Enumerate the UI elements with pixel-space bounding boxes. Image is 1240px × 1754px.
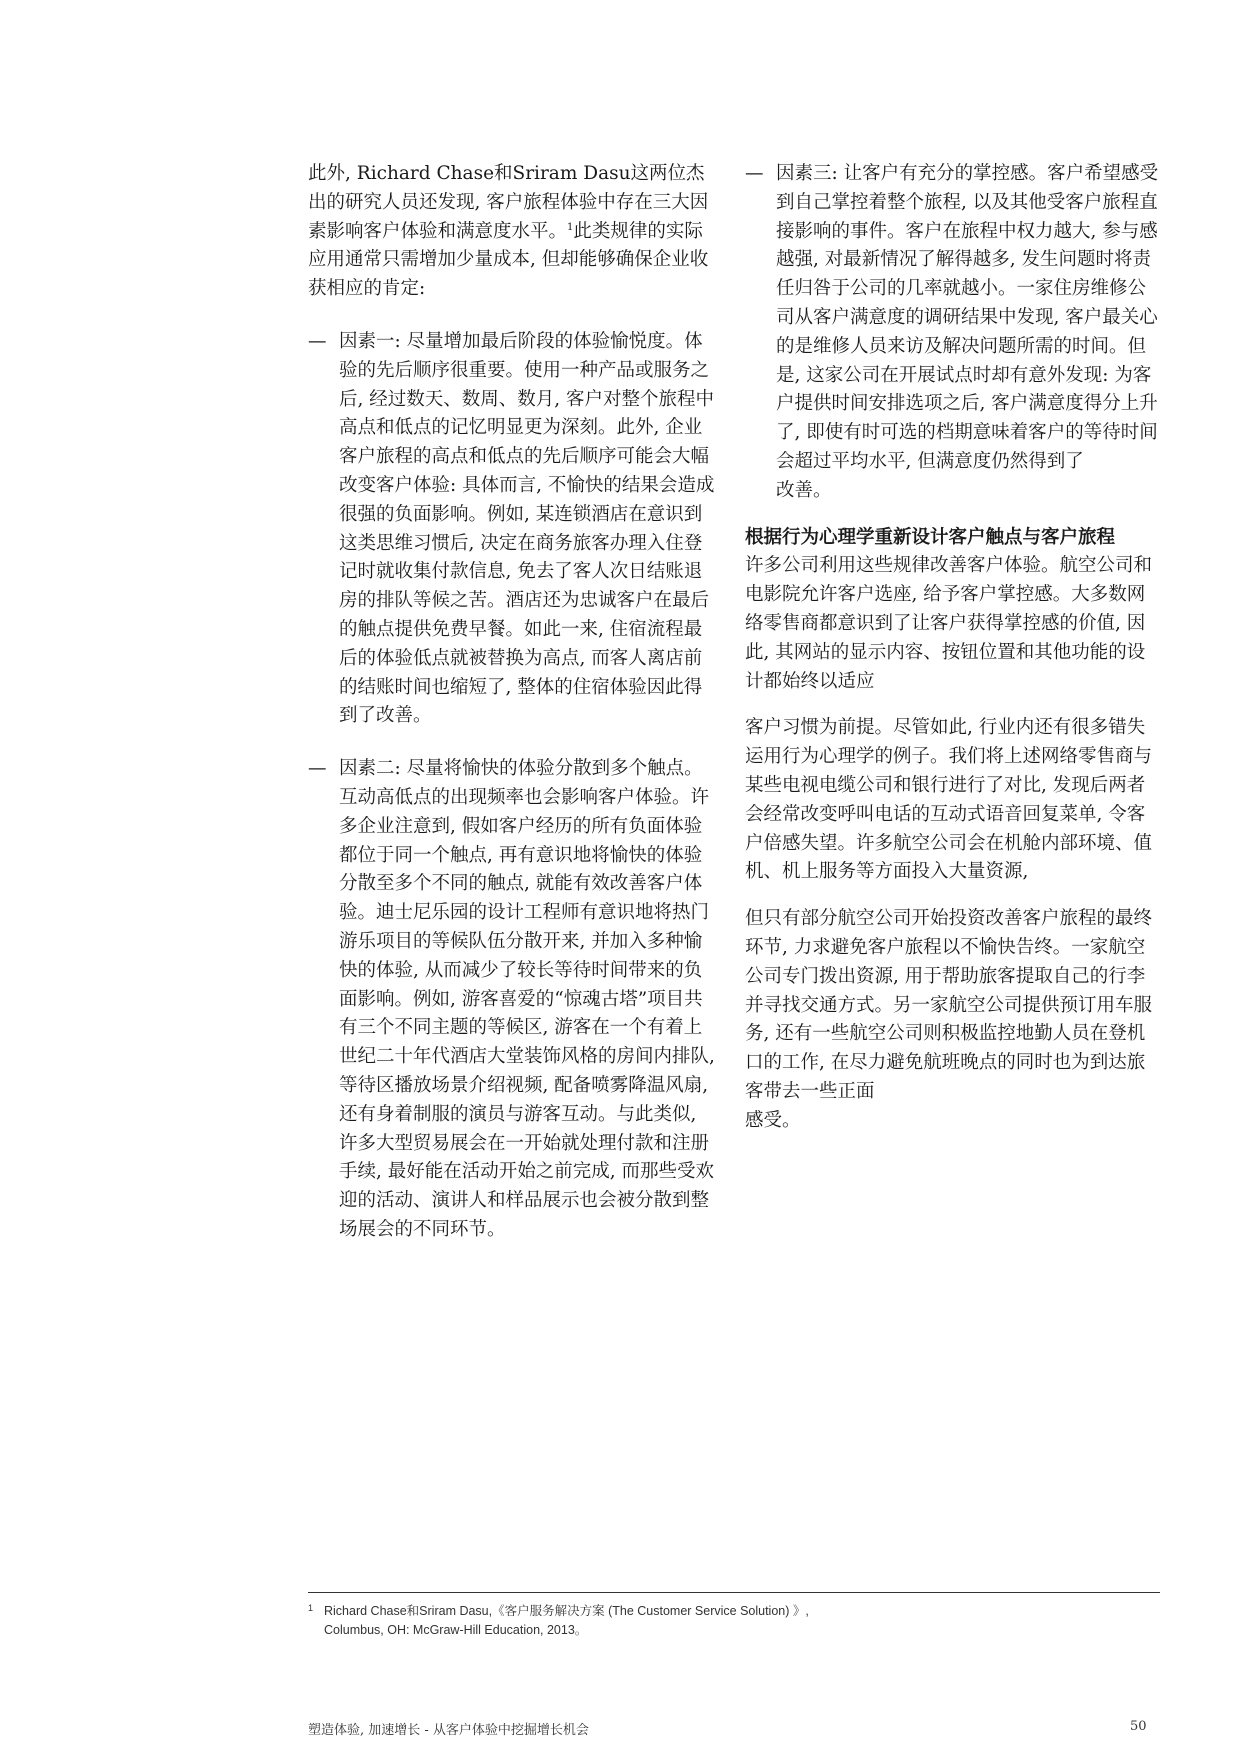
- factor-one-text: 因素一: 尽量增加最后阶段的体验愉悦度。体验的先后顺序很重要。使用一种产品或服务之后, 经过数天、数周、数月, 客户对整个旅程中高点和低点的记忆明显更为深刻。此外, 企业客户旅程的高点和低点的先后顺序可能会大幅改变客户体验: 具体而言, 不愉快的结果会造成很强的负面影响。例如, 某连锁酒店在意识到这类思维习惯后, 决定在商务旅客办理入住登记时就收集付款信息, 免去了客人次日结账退房的排队等候之苦。酒店还为忠诚客户在最后的触点提供免费早餐。如此一来, 住宿流程最后的体验低点就被替换为高点, 而客人离店前的结账时间也缩短了, 整体的住宿体验因此得到了改善。: [339, 330, 715, 727]
- footnote-line-1: Richard Chase和Sriram Dasu,《客户服务解决方案 (The Customer Service Solution) 》,: [324, 1604, 809, 1618]
- paragraph-three: [745, 905, 1160, 1135]
- page-number: 50: [1130, 1719, 1147, 1734]
- paragraph-two: 客户习惯为前提。尽管如此, 行业内还有很多错失运用行为心理学的例子。我们将上述网络零售商与某些电视电缆公司和银行进行了对比, 发现后两者会经常改变呼叫电话的互动式语音回复菜单, 令客户倍感失望。许多航空公司会在机舱内部环境、值机、机上服务等方面投入大量资源,: [745, 717, 1153, 883]
- paragraph-three-text-end: 感受。: [745, 1109, 801, 1131]
- paragraph-one: 许多公司利用这些规律改善客户体验。航空公司和电影院允许客户选座, 给予客户掌控感。大多数网络零售商都意识到了让客户获得掌控感的价值, 因此, 其网站的显示内容、按钮位置和其他功能的设计都始终以适应: [745, 555, 1153, 692]
- factor-two-item: [308, 755, 720, 1245]
- intro-text-continued: 此类规律的实际应用通常只需增加少量成本, 但却能够确保企业收获相应的肯定:: [308, 220, 709, 300]
- right-column: [745, 160, 1160, 1136]
- factor-three-item: [745, 160, 1160, 506]
- footer-title: 塑造体验, 加速增长 - 从客户体验中挖掘增长机会: [308, 1723, 589, 1738]
- dash-marker: —: [745, 163, 764, 184]
- paragraph-three-text: 但只有部分航空公司开始投资改善客户旅程的最终环节, 力求避免客户旅程以不愉快告终。一家航空公司专门拨出资源, 用于帮助旅客提取自己的行李并寻找交通方式。另一家航空公司提供预订用车服务, 还有一些航空公司则积极监控地勤人员在登机口的工作, 在尽力避免航班晚点的同时也为到达旅客带去一些正面: [745, 908, 1153, 1102]
- dash-marker: —: [308, 758, 327, 780]
- left-column: [308, 160, 720, 1245]
- factor-two-text: 因素二: 尽量将愉快的体验分散到多个触点。 互动高低点的出现频率也会影响客户体验。许多企业注意到, 假如客户经历的所有负面体验都位于同一个触点, 再有意识地将愉快的体验分散至多个不同的触点, 就能有效改善客户体验。迪士尼乐园的设计工程师有意识地将热门游乐项目的等候队伍分散开来, 并加入多种愉快的体验, 从而减少了较长等待时间带来的负面影响。例如, 游客喜爱的“惊魂古塔”项目共有三个不同主题的等候区, 游客在一个有着上世纪二十年代酒店大堂装饰风格的房间内排队, 等待区播放场景介绍视频, 配备喷雾降温风扇, 还有身着制服的演员与游客互动。与此类似, 许多大型贸易展会在一开始就处理付款和注册手续, 最好能在活动开始之前完成, 而那些受欢迎的活动、演讲人和样品展示也会被分散到整场展会的不同环节。: [339, 758, 715, 1240]
- footnote-line-2: Columbus, OH: McGraw-Hill Education, 2013。: [324, 1623, 588, 1637]
- factor-three-text-end: 改善。: [776, 479, 832, 501]
- footnote-reference[interactable]: 1: [567, 221, 574, 233]
- footnote-mark: 1: [308, 1603, 314, 1613]
- dash-marker: —: [308, 330, 327, 352]
- intro-text: 此外, Richard Chase和Sriram Dasu这两位杰出的研究人员还发现, 客户旅程体验中存在三大因素影响客户体验和满意度水平。: [308, 163, 709, 242]
- factor-three-text: 因素三: 让客户有充分的掌控感。客户希望感受到自己掌控着整个旅程, 以及其他受客户旅程直接影响的事件。客户在旅程中权力越大, 参与感越强, 对最新情况了解得越多, 发生问题时将责任归咎于公司的几率就越小。一家住房维修公司从客户满意度的调研结果中发现, 客户最关心的是维修人员来访及解决问题所需的时间。但是, 这家公司在开展试点时却有意外发现: 为客户提供时间安排选项之后, 客户满意度得分上升了, 即使有时可选的档期意味着客户的等待时间会超过平均水平, 但满意度仍然得到了: [776, 163, 1159, 472]
- factor-one-item: [308, 328, 720, 731]
- footnote-divider: [308, 1592, 1160, 1593]
- footnote: [308, 1602, 1160, 1640]
- section-heading: 根据行为心理学重新设计客户触点与客户旅程: [745, 526, 1116, 548]
- intro-paragraph: [308, 160, 720, 304]
